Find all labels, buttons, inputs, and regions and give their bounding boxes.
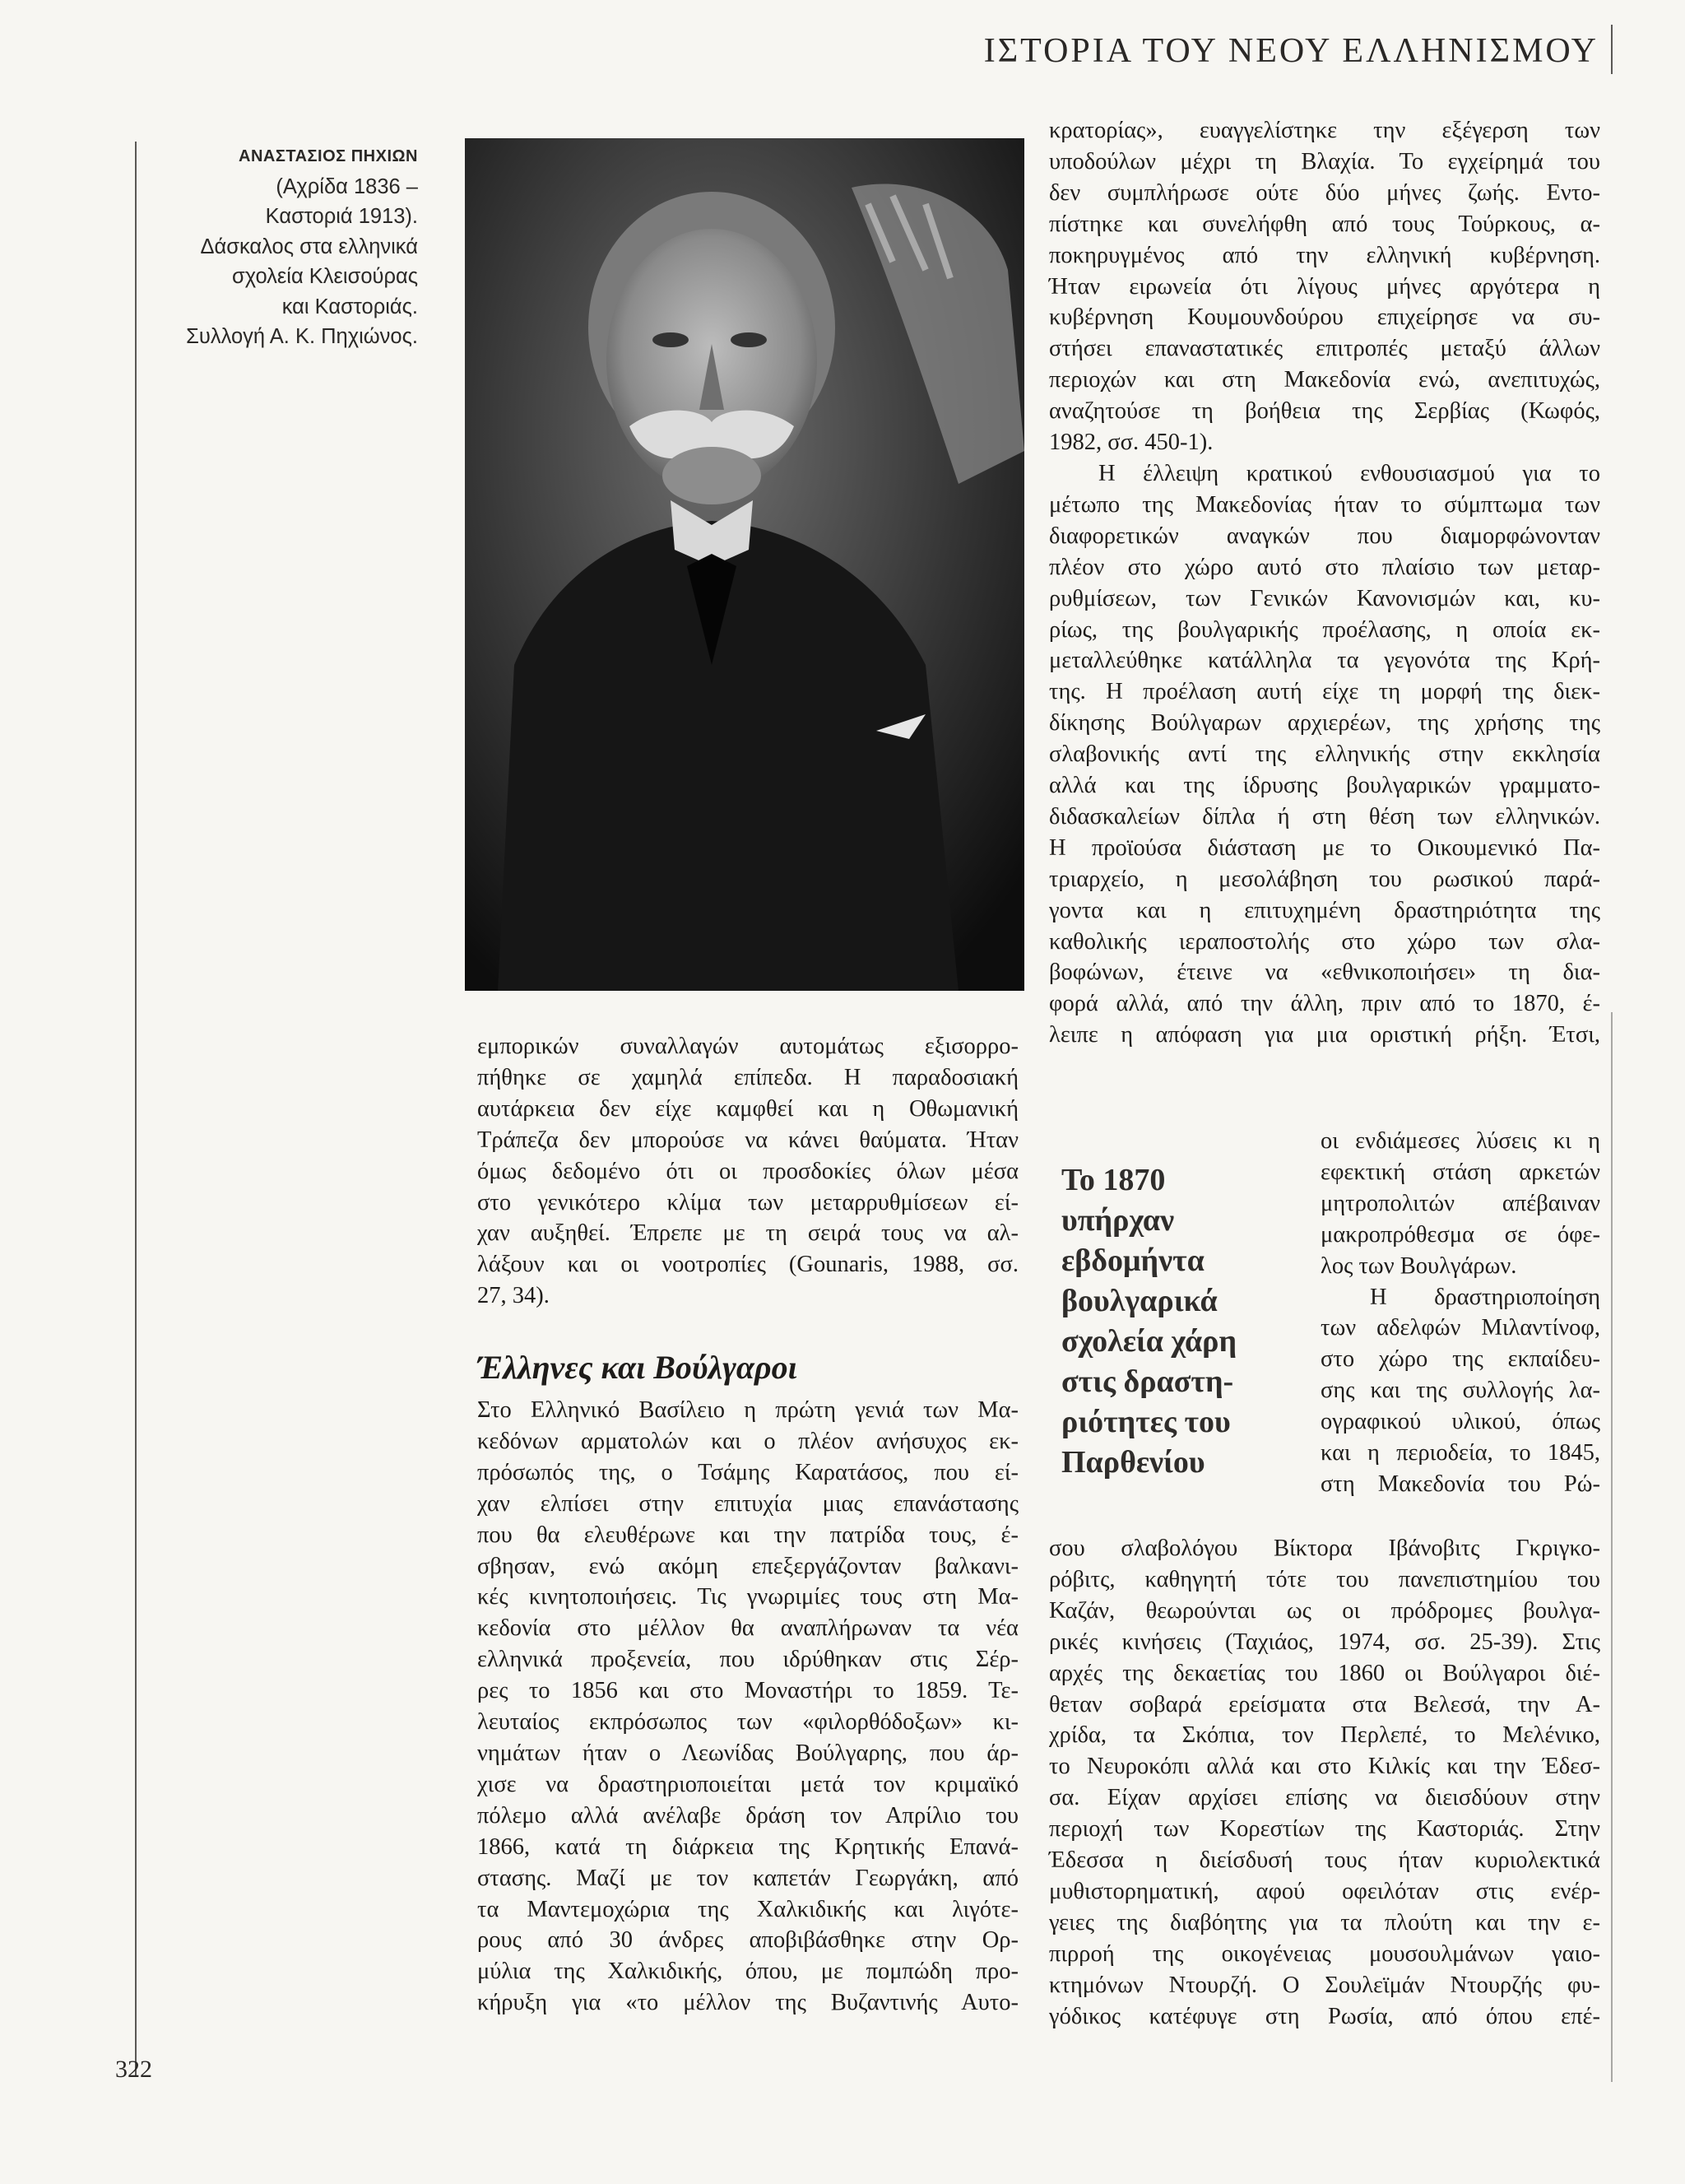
text-line: διαφορετικών αναγκών που διαμορφώνονταν <box>1049 523 1600 549</box>
text-line: φορά αλλά, από την άλλη, πριν από το 1870, έ- <box>1049 991 1600 1017</box>
portrait-photo <box>465 138 1024 991</box>
text-line: της. Η προέλαση αυτή είχε τη μορφή της διεκ- <box>1049 679 1600 705</box>
caption-line: Δάσκαλος στα ελληνικά <box>200 235 418 258</box>
text-line: όμως δεδομένο ότι οι προσδοκίες όλων μέσα <box>477 1158 1019 1184</box>
text-line: μυθιστορηματική, αφού οφειλόταν στις ενέρ- <box>1049 1878 1600 1904</box>
text-line: διδασκαλείων δίπλα ή στη θέση των ελληνικών. <box>1049 803 1600 829</box>
text-line: Η προϊούσα διάσταση με το Οικουμενικό Πα- <box>1049 834 1600 861</box>
text-line: λάξουν και οι νοοτροπίες (Gounaris, 1988, σσ. <box>477 1252 1019 1278</box>
text-line: σβησαν, ενώ ακόμη επεξεργάζονταν βαλκανι- <box>477 1553 1019 1579</box>
text-line: σου σλαβολόγου Βίκτορα Ιβάνοβιτς Γκριγκο- <box>1049 1536 1600 1561</box>
caption-line: (Αχρίδα 1836 – <box>276 174 418 198</box>
text-line: γοντα και η επιτυχημένη δραστηριότητα της <box>1049 897 1600 923</box>
text-line: 1866, κατά τη διάρκεια της Κρητικής Επανά- <box>477 1833 1019 1860</box>
text-line: αυτάρκεια δεν είχε καμφθεί και η Οθωμανική <box>477 1095 1019 1122</box>
text-line: χισε να δραστηριοποιείται μετά τον κριμαϊκό <box>477 1771 1019 1797</box>
text-line: βοφώνων, έτεινε να «εθνικοποιήσει» τη δια- <box>1049 960 1600 986</box>
text-line: πίστηκε και συνελήφθη από τους Τούρκους, α- <box>1049 211 1600 237</box>
text-line: τριαρχείο, η μεσολάβηση του ρωσικού παρά- <box>1049 866 1600 892</box>
pull-quote-line: ριότητες του <box>1061 1405 1231 1439</box>
text-line: Ήταν ειρωνεία ότι λίγους μήνες αργότερα η <box>1049 273 1600 300</box>
text-line: Έδεσσα η διείσδυσή τους ήταν κυριολεκτικά <box>1049 1847 1600 1874</box>
text-line: μέτωπο της Μακεδονίας ήταν το σύμπτωμα των <box>1049 491 1600 518</box>
text-line: στη Μακεδονία του Ρώ- <box>1321 1471 1600 1497</box>
top-right-rule <box>1611 25 1613 74</box>
text-line: λος των Βουλγάρων. <box>1321 1252 1517 1279</box>
text-line: κές κινητοποιήσεις. Τις γνωριμίες τους στη Μα- <box>477 1584 1019 1610</box>
text-line: κεδονία στο μέλλον θα αναπλήρωναν τα νέα <box>477 1615 1019 1642</box>
text-line: ρυθμίσεων, των Γενικών Κανονισμών και, κυ- <box>1049 585 1600 611</box>
text-line: στο χώρο της εκπαίδευ- <box>1321 1346 1600 1373</box>
text-line: χαν αυξηθεί. Έπρεπε με τη σειρά τους να αλ- <box>477 1220 1019 1247</box>
text-line: ρικές κινήσεις (Ταχιάος, 1974, σσ. 25-39). Στις <box>1049 1629 1600 1655</box>
text-line: πρόσωπός της, ο Τσάμης Καρατάσος, που εί- <box>477 1459 1019 1485</box>
text-line: γειες της διαβόητης για τα πλούτη και την ε- <box>1049 1909 1600 1935</box>
text-line: σα. Είχαν αρχίσει επίσης να διεισδύουν στην <box>1049 1785 1600 1811</box>
text-line: ελληνικά προξενεία, που ιδρύθηκαν στις Σέρ- <box>477 1647 1019 1673</box>
text-line: κεδόνων αρματολών και ο πλέον ανήσυχος εκ- <box>477 1428 1019 1454</box>
text-line: των αδελφών Μιλαντίνοφ, <box>1321 1315 1600 1341</box>
text-line: στασης. Μαζί με τον καπετάν Γεωργάκη, από <box>477 1865 1019 1891</box>
body-column-middle-bottom <box>477 1395 1019 2019</box>
text-line: χαν ελπίσει στην επιτυχία μιας επανάστασης <box>477 1490 1019 1517</box>
text-line: περιοχή των Κορεστίων της Καστοριάς. Στην <box>1049 1816 1600 1842</box>
photo-caption <box>115 142 418 352</box>
section-title: Έλληνες και Βούλγαροι <box>477 1349 797 1386</box>
right-margin-rule <box>1611 1012 1613 2082</box>
text-line: πήθηκε σε χαμηλά επίπεδα. Η παραδοσιακή <box>477 1064 1019 1090</box>
text-line: σλαβονικής αντί της ελληνικής στην εκκλησία <box>1049 741 1600 768</box>
page-number: 322 <box>115 2056 152 2083</box>
pull-quote <box>1061 1160 1308 1483</box>
caption-line: και Καστοριάς. <box>281 295 418 318</box>
left-margin-rule <box>135 142 137 2075</box>
text-line: καθολικής ιεραποστολής στο χώρο των σλα- <box>1049 928 1600 955</box>
caption-line: Καστοριά 1913). <box>265 205 418 228</box>
text-line: κήρυξη για «το μέλλον της Βυζαντινής Αυτο- <box>477 1990 1019 2016</box>
text-line: μακροπρόθεσμα σε όφε- <box>1321 1221 1600 1248</box>
text-line: το Νευροκόπι αλλά και στο Κιλκίς και την Έδεσ- <box>1049 1754 1600 1780</box>
text-line: αρχές της δεκαετίας του 1860 οι Βούλγαροι διέ- <box>1049 1660 1600 1686</box>
text-line: ρες το 1856 και στο Μοναστήρι το 1859. Τε- <box>477 1678 1019 1704</box>
text-line: Στο Ελληνικό Βασίλειο η πρώτη γενιά των Μα- <box>477 1397 1019 1423</box>
text-line: αναζητούσε τη βοήθεια της Σερβίας (Κωφός, <box>1049 398 1600 425</box>
text-line: ρους από 30 άνδρες αποβιβάσθηκε στην Ορ- <box>477 1927 1019 1954</box>
caption-line: Συλλογή Α. Κ. Πηχιώνος. <box>186 325 418 348</box>
text-line: Η έλλειψη κρατικού ενθουσιασμού για το <box>1098 460 1600 486</box>
text-line: Τράπεζα δεν μπορούσε να κάνει θαύματα. Ήταν <box>477 1127 1019 1153</box>
text-line: πόλεμο αλλά ανέλαβε δράση τον Απρίλιο του <box>477 1802 1019 1829</box>
text-line: τα Μαντεμοχώρια της Χαλκιδικής και λιγότε- <box>477 1896 1019 1922</box>
text-line: δίκησης Βούλγαρων αρχιερέων, της χρήσης της <box>1049 710 1600 737</box>
text-line: κτημόνων Ντουρζή. Ο Σουλεϊμάν Ντουρζής φυ- <box>1049 1972 1600 1998</box>
text-line: ρίως, της βουλγαρικής προέλασης, η οποία εκ- <box>1049 616 1600 643</box>
text-line: λειπε η απόφαση για μια οριστική ρήξη. Έτσι, <box>1049 1022 1600 1048</box>
caption-line: σχολεία Κλεισούρας <box>232 265 418 288</box>
body-column-right-top <box>1049 115 1600 1051</box>
pull-quote-line: σχολεία χάρη <box>1061 1324 1237 1359</box>
text-line: θεταν σοβαρά ερείσματα στα Βελεσά, την Α- <box>1049 1691 1600 1717</box>
text-line: χρίδα, τα Σκόπια, τον Περλεπέ, το Μελένικο, <box>1049 1722 1600 1749</box>
text-line: πλέον στο χώρο αυτό στο πλαίσιο των μεταρ- <box>1049 554 1600 580</box>
pull-quote-line: εβδομήντα <box>1061 1243 1205 1278</box>
text-line: κρατορίας», ευαγγελίστηκε την εξέγερση των <box>1049 118 1600 143</box>
text-line: 27, 34). <box>477 1283 550 1309</box>
text-line: ποκηρυγμένος από την ελληνική κυβέρνηση. <box>1049 242 1600 268</box>
text-line: στο γενικότερο κλίμα των μεταρρυθμίσεων εί- <box>477 1189 1019 1215</box>
pull-quote-line: βουλγαρικά <box>1061 1284 1218 1318</box>
text-line: λευταίος εκπρόσωπος των «φιλορθόδοξων» κι- <box>477 1709 1019 1736</box>
text-line: μητροπολιτών απέβαιναν <box>1321 1190 1600 1216</box>
text-line: υποδούλων μέχρι τη Βλαχία. Το εγχείρημά του <box>1049 148 1600 174</box>
text-line: εμπορικών συναλλαγών αυτομάτως εξισορρο- <box>477 1034 1019 1059</box>
body-column-middle-top <box>477 1031 1019 1312</box>
text-line: σης και της συλλογής λα- <box>1321 1378 1600 1404</box>
text-line: οι ενδιάμεσες λύσεις κι η <box>1321 1128 1600 1154</box>
text-line: αλλά και της ίδρυσης βουλγαρικών γραμματο- <box>1049 773 1600 799</box>
text-line: μύλια της Χαλκιδικής, όπου, με πομπώδη προ- <box>477 1959 1019 1985</box>
text-line: πιρροή της οικογένειας μουσουλμάνων γαιο- <box>1049 1940 1600 1967</box>
text-line: ογραφικού υλικού, όπως <box>1321 1409 1600 1435</box>
text-line: στήσει επαναστατικές επιτροπές μεταξύ άλλων <box>1049 336 1600 362</box>
text-line: 1982, σσ. 450-1). <box>1049 430 1214 456</box>
text-line: γόδικος κατέφυγε στη Ρωσία, από όπου επέ- <box>1049 2003 1600 2029</box>
text-line: που θα ελευθέρωνε και την πατρίδα τους, έ- <box>477 1522 1019 1548</box>
pull-quote-line: υπήρχαν <box>1061 1203 1175 1238</box>
body-column-right-bottom <box>1049 1533 1600 2033</box>
text-line: και η περιοδεία, το 1845, <box>1321 1440 1600 1466</box>
caption-name: ΑΝΑΣΤΑΣΙΟΣ ΠΗΧΙΩΝ <box>239 147 418 165</box>
text-line: νημάτων ήταν ο Λεωνίδας Βούλγαρης, που άρ- <box>477 1740 1019 1766</box>
running-head: ΙΣΤΟΡΙΑ ΤΟΥ ΝΕΟΥ ΕΛΛΗΝΙΣΜΟΥ <box>983 32 1599 70</box>
text-line: Καζάν, θεωρούνται ως οι πρόδρομες βουλγα- <box>1049 1597 1600 1624</box>
text-line: κυβέρνηση Κουμουνδούρου επιχείρησε να συ- <box>1049 304 1600 331</box>
text-line: ρόβιτς, καθηγητή τότε του πανεπιστημίου του <box>1049 1566 1600 1592</box>
text-line: εφεκτική στάση αρκετών <box>1321 1159 1600 1185</box>
text-line: Η δραστηριοποίηση <box>1370 1284 1600 1310</box>
pull-quote-line: στις δραστη- <box>1061 1364 1234 1399</box>
text-line: περιοχών και στη Μακεδονία ενώ, ανεπιτυχώς, <box>1049 367 1600 393</box>
pull-quote-line: Το 1870 <box>1061 1163 1166 1197</box>
text-line: μεταλλεύθηκε κατάλληλα τα γεγονότα της Κρή- <box>1049 648 1600 674</box>
body-column-right-narrow <box>1321 1126 1600 1500</box>
text-line: δεν συμπλήρωσε ούτε δύο μήνες ζωής. Εντο- <box>1049 179 1600 206</box>
pull-quote-line: Παρθενίου <box>1061 1445 1205 1480</box>
